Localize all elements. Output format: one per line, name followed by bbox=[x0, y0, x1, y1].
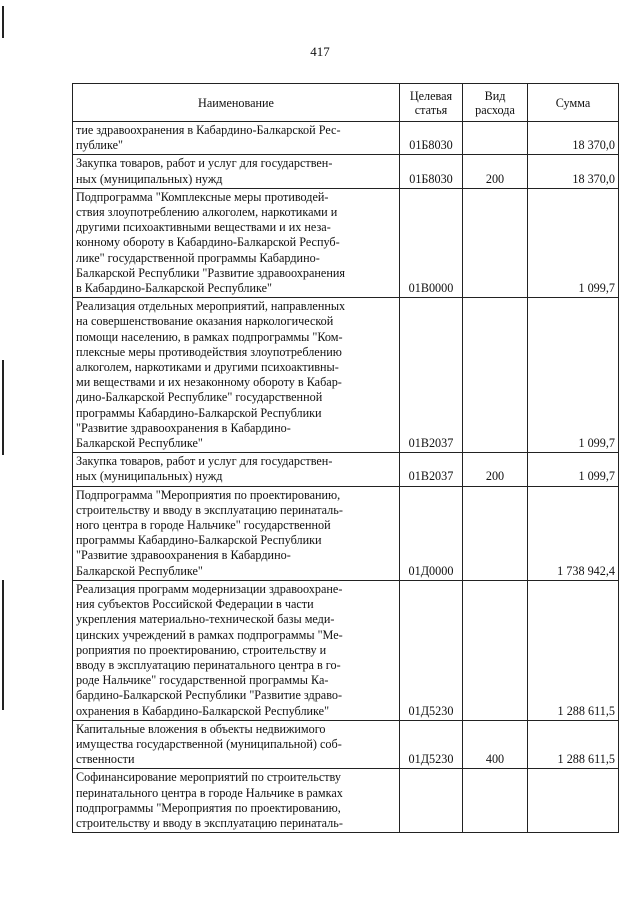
row-name: Закупка товаров, работ и услуг для государствен- ных (муниципальных) нужд bbox=[73, 155, 400, 188]
row-expense-type: 200 bbox=[463, 453, 528, 486]
header-name: Наименование bbox=[73, 84, 400, 122]
scan-artifact-mark bbox=[2, 6, 4, 38]
row-target-article: 01В2037 bbox=[400, 298, 463, 453]
row-sum: 1 099,7 bbox=[528, 188, 619, 297]
scan-artifact-mark bbox=[2, 360, 4, 455]
table-row bbox=[73, 453, 619, 486]
row-sum: 1 099,7 bbox=[528, 298, 619, 453]
row-name: Подпрограмма "Мероприятия по проектированию, строительству и вводу в эксплуатацию перинаталь- ного центра в городе Нальчике" государственной программы Кабардино-Балкарской Республики "Развитие здравоохранения в Кабардино- Балкарской Республике" bbox=[73, 486, 400, 580]
row-sum: 1 288 611,5 bbox=[528, 720, 619, 769]
table-row bbox=[73, 122, 619, 155]
row-name: тие здравоохранения в Кабардино-Балкарской Рес- публике" bbox=[73, 122, 400, 155]
row-target-article bbox=[400, 769, 463, 833]
row-name: Реализация отдельных мероприятий, направленных на совершенствование оказания наркологической помощи населению, в рамках подпрограммы "Ком- плексные меры противодействия злоупотреблению алкоголем, наркотиками и другими психоактивны- ми веществами и их незаконному обороту в Кабар- дино-Балкарской Республике" государственной программы Кабардино-Балкарской Республики "Развитие здравоохранения в Кабардино- Балкарской Республике" bbox=[73, 298, 400, 453]
row-name: Закупка товаров, работ и услуг для государствен- ных (муниципальных) нужд bbox=[73, 453, 400, 486]
row-target-article: 01В2037 bbox=[400, 453, 463, 486]
table-row bbox=[73, 769, 619, 833]
row-expense-type: 400 bbox=[463, 720, 528, 769]
scan-artifact-mark bbox=[2, 580, 4, 710]
row-target-article: 01В0000 bbox=[400, 188, 463, 297]
table-row bbox=[73, 188, 619, 297]
table-row bbox=[73, 486, 619, 580]
row-sum: 1 738 942,4 bbox=[528, 486, 619, 580]
header-sum: Сумма bbox=[528, 84, 619, 122]
table-row bbox=[73, 720, 619, 769]
row-target-article: 01Б8030 bbox=[400, 155, 463, 188]
row-target-article: 01Д5230 bbox=[400, 580, 463, 720]
row-expense-type bbox=[463, 769, 528, 833]
row-name: Софинансирование мероприятий по строительству перинатального центра в городе Нальчике в рамках подпрограммы "Мероприятия по проектированию, строительству и вводу в эксплуатацию перинаталь- bbox=[73, 769, 400, 833]
row-sum: 18 370,0 bbox=[528, 122, 619, 155]
row-target-article: 01Д5230 bbox=[400, 720, 463, 769]
row-name: Капитальные вложения в объекты недвижимого имущества государственной (муниципальной) соб- ственности bbox=[73, 720, 400, 769]
row-expense-type bbox=[463, 580, 528, 720]
row-name: Реализация программ модернизации здравоохране- ния субъектов Российской Федерации в части укрепления материально-технической базы меди- цинских учреждений в рамках подпрограммы "Ме- роприятия по проектированию, строительству и вводу в эксплуатацию перинатального центра в го- роде Нальчике" государственной программы Ка- бардино-Балкарской Республики "Развитие здраво- охранения в Кабардино-Балкарской Республике" bbox=[73, 580, 400, 720]
table-row bbox=[73, 580, 619, 720]
row-expense-type bbox=[463, 122, 528, 155]
row-target-article: 01Б8030 bbox=[400, 122, 463, 155]
row-target-article: 01Д0000 bbox=[400, 486, 463, 580]
row-expense-type: 200 bbox=[463, 155, 528, 188]
row-sum: 1 288 611,5 bbox=[528, 580, 619, 720]
row-expense-type bbox=[463, 188, 528, 297]
table-row bbox=[73, 155, 619, 188]
header-expense-type: Вид расхода bbox=[463, 84, 528, 122]
row-sum: 18 370,0 bbox=[528, 155, 619, 188]
budget-table bbox=[72, 83, 619, 833]
row-sum: 1 099,7 bbox=[528, 453, 619, 486]
table-row bbox=[73, 298, 619, 453]
page-number: 417 bbox=[310, 44, 330, 59]
header-target-article: Целевая статья bbox=[400, 84, 463, 122]
row-expense-type bbox=[463, 298, 528, 453]
row-sum bbox=[528, 769, 619, 833]
row-name: Подпрограмма "Комплексные меры противодей- ствия злоупотреблению алкоголем, наркотиками и другими психоактивными веществами и их неза- конному обороту в Кабардино-Балкарской Респуб- лике" государственной программы Кабардино- Балкарской Республики "Развитие здравоохранения в Кабардино-Балкарской Республике" bbox=[73, 188, 400, 297]
row-expense-type bbox=[463, 486, 528, 580]
